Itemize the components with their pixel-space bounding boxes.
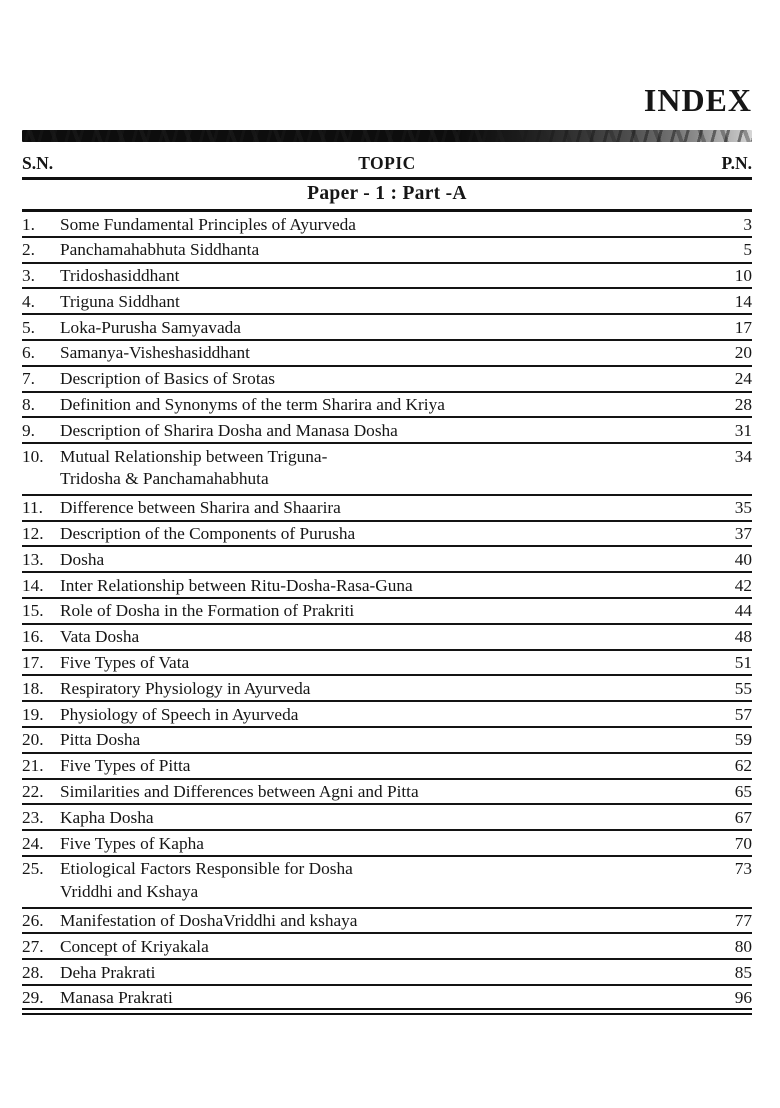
page-content xyxy=(22,0,752,1015)
column-header-page-number: P.N. xyxy=(721,153,752,173)
table-row xyxy=(22,934,752,960)
table-row xyxy=(22,418,752,444)
entry-topic: Description of the Components of Purusha xyxy=(60,524,356,544)
entry-topic-line2: Tridosha & Panchamahabhuta xyxy=(60,468,269,488)
table-row xyxy=(22,264,752,290)
entry-page: 65 xyxy=(734,782,752,802)
entry-topic: Vata Dosha xyxy=(60,627,140,647)
entry-page: 10 xyxy=(734,266,752,286)
entry-page: 5 xyxy=(743,240,752,260)
entry-number: 28. xyxy=(22,962,44,982)
entry-page: 24 xyxy=(734,369,752,389)
entry-number: 1. xyxy=(22,214,35,234)
table-row xyxy=(22,547,752,573)
entry-number: 4. xyxy=(22,291,35,311)
entry-topic: Definition and Synonyms of the term Sharira and Kriya xyxy=(60,395,445,415)
entry-number: 24. xyxy=(22,833,44,853)
table-row xyxy=(22,496,752,522)
entry-number: 12. xyxy=(22,524,44,544)
entry-number: 19. xyxy=(22,704,44,724)
entry-number: 6. xyxy=(22,343,35,363)
entry-page: 48 xyxy=(734,627,752,647)
entry-number: 2. xyxy=(22,240,35,260)
table-row xyxy=(22,780,752,806)
entry-page: 57 xyxy=(734,704,752,724)
table-row xyxy=(22,831,752,857)
entry-page: 40 xyxy=(734,549,752,569)
entry-page: 80 xyxy=(734,936,752,956)
entry-topic: Kapha Dosha xyxy=(60,807,154,827)
table-row xyxy=(22,676,752,702)
table-row xyxy=(22,573,752,599)
entry-number: 25. xyxy=(22,859,44,879)
entry-number: 8. xyxy=(22,395,35,415)
entry-page: 51 xyxy=(734,653,752,673)
entry-page: 55 xyxy=(734,678,752,698)
table-row xyxy=(22,238,752,264)
entry-topic: Difference between Sharira and Shaarira xyxy=(60,498,341,518)
table-row xyxy=(22,341,752,367)
entry-topic: Description of Sharira Dosha and Manasa Dosha xyxy=(60,420,398,440)
entry-page: 14 xyxy=(734,291,752,311)
section-title: Paper - 1 : Part -A xyxy=(22,180,752,212)
entry-page: 3 xyxy=(743,214,752,234)
table-row xyxy=(22,857,752,909)
separator-bar xyxy=(22,130,752,142)
entry-page: 67 xyxy=(734,807,752,827)
entry-page: 62 xyxy=(734,756,752,776)
table-row xyxy=(22,702,752,728)
table-row xyxy=(22,754,752,780)
entry-page: 73 xyxy=(734,859,752,879)
entry-number: 16. xyxy=(22,627,44,647)
entry-number: 11. xyxy=(22,498,43,518)
entry-topic: Tridoshasiddhant xyxy=(60,266,180,286)
entry-topic: Respiratory Physiology in Ayurveda xyxy=(60,678,311,698)
entry-topic: Pitta Dosha xyxy=(60,730,141,750)
entry-page: 77 xyxy=(734,911,752,931)
entry-topic: Five Types of Kapha xyxy=(60,833,204,853)
entry-page: 31 xyxy=(734,420,752,440)
entry-topic: Manasa Prakrati xyxy=(60,988,173,1008)
entry-number: 5. xyxy=(22,317,35,337)
entry-number: 23. xyxy=(22,807,44,827)
table-row xyxy=(22,289,752,315)
table-header-row xyxy=(22,142,752,180)
entry-number: 17. xyxy=(22,653,44,673)
table-row xyxy=(22,986,752,1015)
entry-topic: Panchamahabhuta Siddhanta xyxy=(60,240,260,260)
table-row xyxy=(22,444,752,496)
entry-number: 13. xyxy=(22,549,44,569)
entry-page: 85 xyxy=(734,962,752,982)
entry-topic: Triguna Siddhant xyxy=(60,291,180,311)
entry-page: 35 xyxy=(734,498,752,518)
entry-topic: Similarities and Differences between Agni and Pitta xyxy=(60,782,419,802)
entry-number: 27. xyxy=(22,936,44,956)
entry-number: 18. xyxy=(22,678,44,698)
entry-number: 22. xyxy=(22,782,44,802)
entry-page: 59 xyxy=(734,730,752,750)
entry-number: 14. xyxy=(22,575,44,595)
toc-rows xyxy=(22,212,752,1015)
entry-number: 26. xyxy=(22,911,44,931)
table-row xyxy=(22,625,752,651)
entry-number: 3. xyxy=(22,266,35,286)
entry-number: 20. xyxy=(22,730,44,750)
entry-topic: Inter Relationship between Ritu-Dosha-Rasa-Guna xyxy=(60,575,413,595)
table-row xyxy=(22,522,752,548)
entry-topic: Deha Prakrati xyxy=(60,962,156,982)
page-title: INDEX xyxy=(643,82,752,118)
table-row xyxy=(22,315,752,341)
entry-topic: Etiological Factors Responsible for Dosha Vriddhi and Kshaya xyxy=(60,858,706,903)
table-row xyxy=(22,960,752,986)
table-row xyxy=(22,393,752,419)
entry-number: 15. xyxy=(22,601,44,621)
entry-page: 34 xyxy=(734,446,752,466)
entry-topic-line2: Vriddhi and Kshaya xyxy=(60,881,199,901)
entry-topic: Concept of Kriyakala xyxy=(60,936,209,956)
entry-page: 42 xyxy=(734,575,752,595)
entry-topic: Some Fundamental Principles of Ayurveda xyxy=(60,214,356,234)
entry-topic: Mutual Relationship between Triguna- Tridosha & Panchamahabhuta xyxy=(60,446,706,491)
entry-page: 37 xyxy=(734,524,752,544)
entry-page: 28 xyxy=(734,395,752,415)
table-row xyxy=(22,212,752,238)
entry-page: 17 xyxy=(734,317,752,337)
entry-topic: Physiology of Speech in Ayurveda xyxy=(60,704,299,724)
table-row xyxy=(22,599,752,625)
entry-number: 21. xyxy=(22,756,44,776)
table-row xyxy=(22,805,752,831)
entry-number: 29. xyxy=(22,988,44,1008)
column-header-serial-number: S.N. xyxy=(22,153,54,173)
entry-page: 20 xyxy=(734,343,752,363)
table-row xyxy=(22,728,752,754)
entry-topic: Role of Dosha in the Formation of Prakriti xyxy=(60,601,355,621)
entry-page: 96 xyxy=(734,988,752,1008)
entry-topic: Description of Basics of Srotas xyxy=(60,369,276,389)
entry-page: 70 xyxy=(734,833,752,853)
entry-topic: Five Types of Vata xyxy=(60,653,190,673)
table-row xyxy=(22,367,752,393)
table-row xyxy=(22,651,752,677)
entry-topic: Samanya-Visheshasiddhant xyxy=(60,343,250,363)
column-header-topic: TOPIC xyxy=(358,153,416,173)
entry-number: 7. xyxy=(22,369,35,389)
entry-topic: Manifestation of DoshaVriddhi and kshaya xyxy=(60,911,358,931)
entry-topic: Five Types of Pitta xyxy=(60,756,191,776)
entry-number: 9. xyxy=(22,420,35,440)
entry-topic: Dosha xyxy=(60,549,105,569)
entry-page: 44 xyxy=(734,601,752,621)
entry-number: 10. xyxy=(22,446,44,466)
table-row xyxy=(22,909,752,935)
entry-topic: Loka-Purusha Samyavada xyxy=(60,317,241,337)
